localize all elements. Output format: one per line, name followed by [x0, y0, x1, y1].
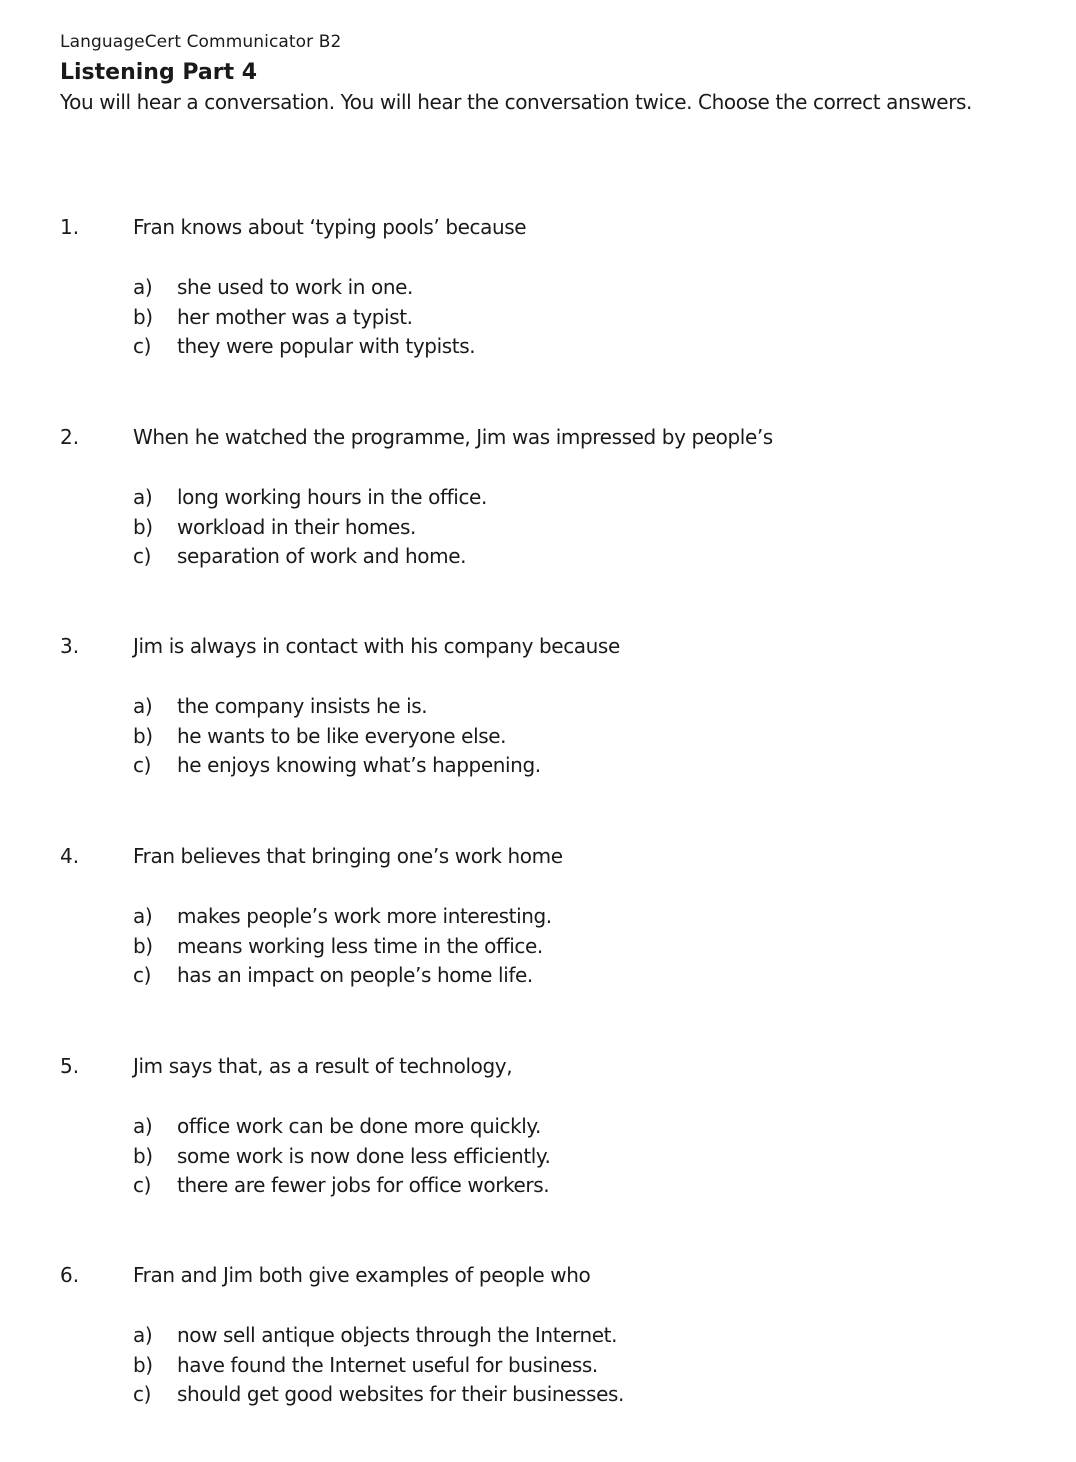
- answer-option-a[interactable]: [133, 1321, 624, 1351]
- question-stem: Jim says that, as a result of technology,: [133, 1054, 513, 1078]
- option-letter: b): [133, 1352, 153, 1377]
- question-number: 6.: [60, 1263, 80, 1287]
- option-letter: a): [133, 904, 153, 928]
- answer-option-c[interactable]: [133, 751, 541, 781]
- question-number: 2.: [60, 425, 80, 449]
- option-text: workload in their homes.: [177, 514, 416, 539]
- option-letter: a): [133, 694, 153, 718]
- option-text: have found the Internet useful for business.: [177, 1352, 598, 1377]
- answer-option-b[interactable]: [133, 722, 541, 752]
- option-text: they were popular with typists.: [177, 334, 476, 358]
- answer-option-a[interactable]: [133, 1112, 550, 1142]
- answer-option-a[interactable]: [133, 483, 487, 513]
- answer-option-b[interactable]: [133, 1351, 624, 1381]
- option-letter: b): [133, 1143, 153, 1168]
- option-letter: a): [133, 1114, 153, 1138]
- option-text: should get good websites for their businesses.: [177, 1382, 624, 1406]
- answer-options: [133, 483, 487, 572]
- answer-option-b[interactable]: [133, 1142, 550, 1172]
- answer-option-c[interactable]: [133, 961, 552, 991]
- option-text: her mother was a typist.: [177, 304, 413, 329]
- question-stem: Fran knows about ‘typing pools’ because: [133, 215, 527, 239]
- answer-option-b[interactable]: [133, 303, 475, 333]
- option-letter: c): [133, 544, 151, 568]
- option-letter: b): [133, 933, 153, 958]
- answer-option-a[interactable]: [133, 902, 552, 932]
- option-text: office work can be done more quickly.: [177, 1114, 541, 1138]
- option-letter: b): [133, 514, 153, 539]
- option-text: the company insists he is.: [177, 694, 428, 718]
- answer-option-c[interactable]: [133, 1380, 624, 1410]
- answer-option-c[interactable]: [133, 1171, 550, 1201]
- option-letter: b): [133, 723, 153, 748]
- instructions: You will hear a conversation. You will hear the conversation twice. Choose the correct answers.: [60, 90, 972, 114]
- answer-option-c[interactable]: [133, 542, 487, 572]
- option-text: separation of work and home.: [177, 544, 467, 568]
- question-stem: Jim is always in contact with his company because: [133, 634, 620, 658]
- answer-options: [133, 1112, 550, 1201]
- answer-option-a[interactable]: [133, 692, 541, 722]
- question-stem: When he watched the programme, Jim was impressed by people’s: [133, 425, 773, 449]
- option-text: he wants to be like everyone else.: [177, 723, 507, 748]
- document-header: [60, 30, 1060, 116]
- answer-option-b[interactable]: [133, 932, 552, 962]
- option-text: he enjoys knowing what’s happening.: [177, 753, 541, 777]
- option-text: there are fewer jobs for office workers.: [177, 1173, 550, 1197]
- answer-options: [133, 273, 475, 362]
- answer-options: [133, 902, 552, 991]
- answer-options: [133, 692, 541, 781]
- question-number: 4.: [60, 844, 80, 868]
- option-text: she used to work in one.: [177, 275, 413, 299]
- question-number: 1.: [60, 215, 80, 239]
- option-letter: a): [133, 485, 153, 509]
- option-text: now sell antique objects through the Internet.: [177, 1323, 618, 1347]
- answer-option-c[interactable]: [133, 332, 475, 362]
- question-stem: Fran believes that bringing one’s work home: [133, 844, 563, 868]
- option-letter: c): [133, 963, 151, 987]
- question-stem: Fran and Jim both give examples of people who: [133, 1263, 591, 1287]
- option-letter: a): [133, 275, 153, 299]
- option-letter: a): [133, 1323, 153, 1347]
- answer-option-a[interactable]: [133, 273, 475, 303]
- section-title: Listening Part 4: [60, 60, 258, 85]
- option-letter: b): [133, 304, 153, 329]
- question-number: 5.: [60, 1054, 80, 1078]
- answer-option-b[interactable]: [133, 513, 487, 543]
- question-number: 3.: [60, 634, 80, 658]
- option-text: has an impact on people’s home life.: [177, 963, 533, 987]
- option-text: long working hours in the office.: [177, 485, 487, 509]
- option-letter: c): [133, 1382, 151, 1406]
- option-text: makes people’s work more interesting.: [177, 904, 552, 928]
- option-letter: c): [133, 753, 151, 777]
- option-letter: c): [133, 334, 151, 358]
- option-text: means working less time in the office.: [177, 933, 543, 958]
- answer-options: [133, 1321, 624, 1410]
- exam-name: LanguageCert Communicator B2: [60, 32, 342, 52]
- option-letter: c): [133, 1173, 151, 1197]
- option-text: some work is now done less efficiently.: [177, 1143, 551, 1168]
